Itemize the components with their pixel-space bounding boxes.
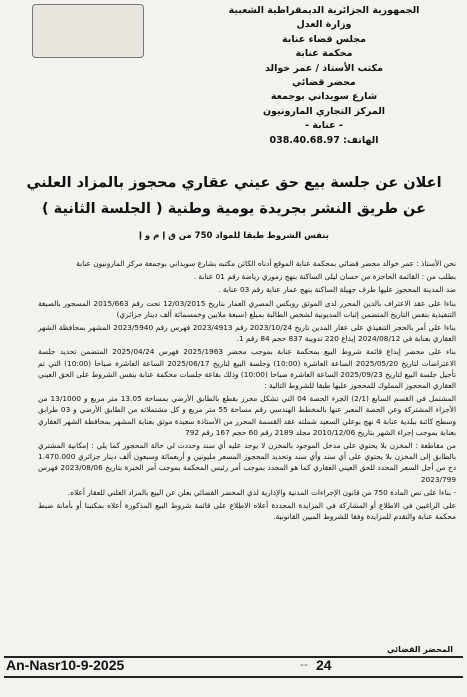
announcement-body [38,258,456,524]
announcement-subtitle: بنفس الشروط طبقا للمواد 750 من ق إ م و إ [139,231,329,241]
body-paragraph: بناءا على عقد الاعتراف بالدين المحرر لدى الموثق روبكس المصري العمار بتاريخ 12/03/2015 تحت رقم 2015/663 المسجور بالصيغة التنفيذية بنفس التاريخ المتضمن إثبات المديونية لشخص الطالبة بمبلغ (سبعة ملايين وخمسمائة ألف دينار جزائري) [38,298,456,319]
letterhead-line: محضر قضائي [292,77,356,89]
letterhead-line: مجلس قضاء عنابة [282,33,366,45]
body-paragraph: المشتمل في القسم السابع (2/1) الجزء الحصة 04 التي تشكل محرز بقطع بالطابق الأرضي بمساحة 13.05 متر مربع و 13/1000 من الأجزاء المشتركة وعن الحصة المعبر عنها بالمخطط الهندسي رقم مساحة 55 متر مربع و كل مشتملاته من الطابق الأرضي و 03 طرابق وسطح كائنة ببلدية عنابة 4 نهج بوعلي السعيد شملته عقد القسمة المحرر من الأستاذة سعيدة موثق بعنابة المشهر بمحافظة الشهر العقاري بعنابة بموجب إجراء الشهر بتاريخ 2010/12/06 مجلد 2189 رقم 60 حجم 167 رقم 792 [38,394,457,437]
signature: المحضر القضائي [386,645,453,654]
letterhead-line: - عنابة - [305,120,343,132]
letterhead-line: المركز التجاري المارونيون [262,105,386,117]
body-paragraph: - بناءا على نص المادة 750 من قانون الإجراءات المدنية والإدارية لذي المحضر القضائي بعلن عن البيع بالمزاد العلني للعقار أعلاه. [67,487,456,497]
letterhead-line: وزارة العدل [296,19,352,31]
announcement-title [14,170,454,222]
letterhead-line: مكتب الأستاذ / عمر خوالد [265,62,383,74]
court-stamp [32,4,144,58]
letterhead-line: الهاتف: 038.40.68.97 [269,134,379,146]
body-paragraph: بناءا على أمر بالحجز التنفيذي على عقار المدين تاريخ 2023/10/24 رقم 2023/4913 فهرس رقم 2023/5940 المشهر بمحافظة الشهر العقاري بعنابة في 2024/08/12 إيداع 220 تدويبة 837 حجم 84 رقم 1. [38,323,456,344]
title-line-1: اعلان عن جلسة بيع حق عيني عقاري محجوز بالمزاد العلني [26,175,442,191]
body-paragraph: على الراغبين في الاطلاع أو المشاركة في المزايدة المحددة أعلاه الاطلاع على قائمة شروط البيع المذكورة أعلاه بمكتبنا أو بأمانة ضبط محكمة عنابة والتقدم للمزايدة وفقا للشروط المبين القانونية. [38,501,456,522]
footer-dash: -- [300,658,308,671]
page-number: 24 [316,657,332,673]
letterhead-line: الجمهورية الجزائرية الديمقراطية الشعبية [228,5,420,16]
letterhead [209,4,439,148]
body-paragraph: بناء على محضر إيداع قائمة شروط البيع بمحكمة عنابة بموجب محضر 2025/1963 فهرس 2025/04/24 المتضمن تحديد جلسة الاعتراضات لتاريخ 2025/05/20 الساعة العاشرة (10:00) وجلسة البيع لتاريخ 2025/06/17 الساعة العاشرة صباحا (10:00) التي تم تأجيل جلسة البيع لتاريخ 2025/09/23 الساعة العاشرة صباحا (10:00) وذلك بقاعة جلسات محكمة عنابة بنفس الشروط على الحق العيني العقاري المحجوز المملوك للمحجوز عليها طبقا للشروط التالية : [38,347,456,391]
body-paragraph: من مقاطعة : المخزن بلا يحتوي على مدخل الموجود بالمخزن لا يوجد عليه أي سند وحددت لي حالة المحجوز كما يلي : إمكانية المشتري بالطابق إلى المخزن بلا يحتوي على أي سند وأي سند وتحديد المحجوز المسعر مليونين و أربعمائة وسبعون ألف دينار جزائري 1.470.000 دج من أجل السعر المحدد للحق العيني العقاري كما هو المحدد بموجب أمر رئيس المحكمة بموجب أمر الخبرة بتاريخ 2023/08/06 فهرس 2023/799 [38,441,456,484]
body-paragraph: بطلب من : القائمة الحاجزة من حسان ليلى الساكنة بنهج زموري رياضة رقم 01 عنابة . [193,272,456,282]
title-line-2: عن طريق النشر بجريدة يومية وطنية ( الجلسة الثانية ) [41,201,427,217]
letterhead-line: محكمة عنابة [295,48,353,60]
body-paragraph: ضد المدينة المحجوز عليها طرف جهيلة الساكنة بنهج عمار عنابة رقم 03 عنابة . [218,285,456,295]
letterhead-line: شارع سويداني بوجمعة [270,91,378,103]
publication-source: An-Nasr10-9-2025 [6,657,125,673]
body-paragraph: نحن الأستاذ : عمر خوالد محضر قضائي بمحكمة عنابة الموقع أدناه الكائن مكتبه بشارع سويداني بوجمعة مركز المارونيون عنابة [76,259,456,268]
